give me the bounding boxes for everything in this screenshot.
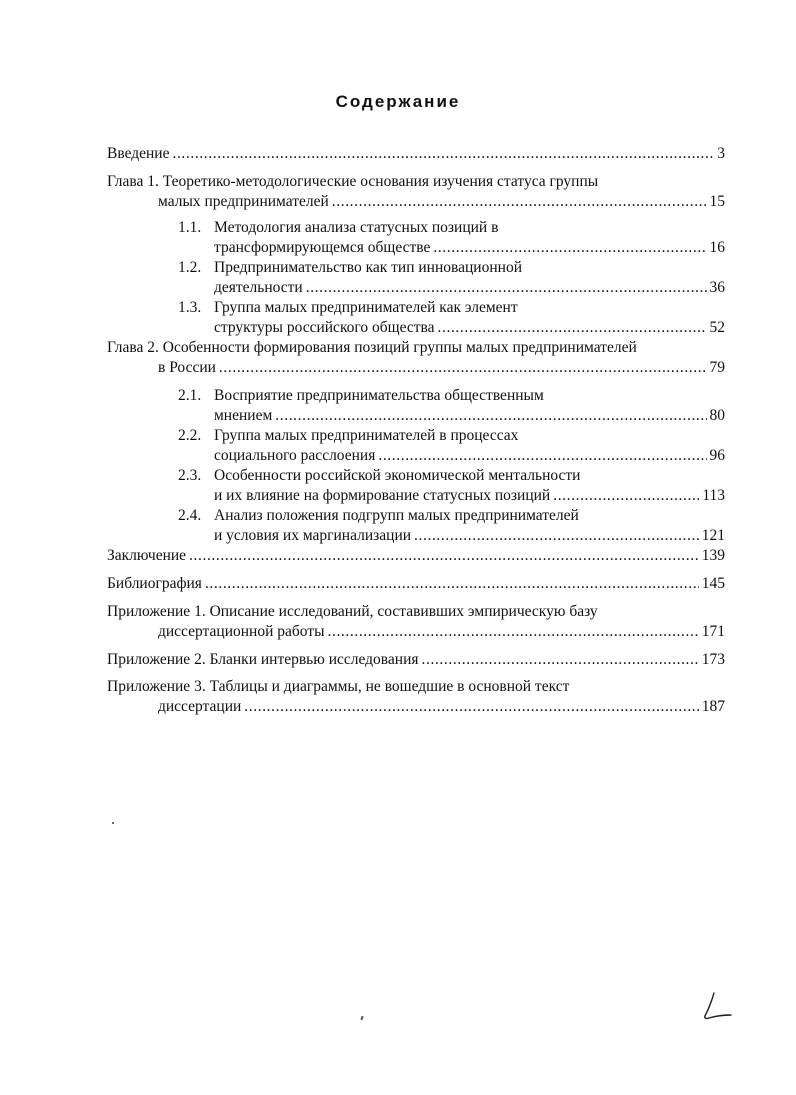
toc-section-number: 2.3.	[178, 467, 202, 484]
toc-entry-chapter-2[interactable]	[107, 338, 725, 378]
toc-entry-introduction[interactable]	[107, 144, 725, 164]
toc-entry-page: 80	[709, 407, 725, 424]
toc-entry-label: Введение	[107, 145, 170, 162]
toc-entry-page: 3	[717, 145, 725, 162]
toc-entry-appendix-1[interactable]	[107, 602, 725, 642]
toc-section-number: 1.1.	[178, 219, 202, 236]
toc-section-number: 1.3.	[178, 299, 202, 316]
toc-entry-label: Приложение 3. Таблицы и диаграммы, не вошедшие в основной текст	[107, 678, 570, 695]
toc-entry-label-continued: в России	[158, 359, 216, 376]
toc-entry-label: Глава 2. Особенности формирования позиций группы малых предпринимателей	[107, 339, 637, 356]
toc-entry-label: Предпринимательство как тип инновационной	[214, 259, 522, 276]
scan-speck	[360, 1016, 363, 1020]
toc-entry-label: Методология анализа статусных позиций в	[214, 219, 499, 236]
toc-entry-label-continued: деятельности	[214, 279, 303, 296]
toc-entry-page: 121	[701, 527, 725, 544]
toc-entry-section-1-3[interactable]	[214, 298, 725, 338]
toc-entry-label-continued: диссертации	[158, 698, 242, 715]
toc-entry-section-1-2[interactable]	[214, 258, 725, 298]
toc-entry-label: Приложение 1. Описание исследований, составивших эмпирическую базу	[107, 603, 598, 620]
toc-entry-label: Заключение	[107, 547, 187, 564]
toc-section-number: 2.1.	[178, 387, 202, 404]
toc-entry-appendix-2[interactable]	[107, 650, 725, 670]
toc-entry-label: Группа малых предпринимателей как элемент	[214, 299, 518, 316]
toc-entry-page: 36	[709, 279, 725, 296]
handwritten-mark-icon	[700, 990, 740, 1024]
toc-entry-bibliography[interactable]	[107, 574, 725, 594]
toc-entry-page: 173	[701, 651, 725, 668]
toc-entry-label: Глава 1. Теоретико-методологические основания изучения статуса группы	[107, 173, 599, 190]
toc-entry-section-1-1[interactable]	[214, 218, 725, 258]
toc-entry-label: Анализ положения подгрупп малых предпринимателей	[214, 507, 579, 524]
toc-entry-label: Библиография	[107, 575, 202, 592]
toc-entry-appendix-3[interactable]	[107, 677, 725, 717]
toc-entry-page: 187	[701, 698, 725, 715]
toc-entry-chapter-1[interactable]	[107, 172, 725, 212]
toc-entry-section-2-2[interactable]	[214, 426, 725, 466]
toc-entry-label-continued: трансформирующемся обществе	[214, 239, 431, 256]
toc-entry-label: Приложение 2. Бланки интервью исследования	[107, 651, 419, 668]
page-title: Содержание	[335, 92, 461, 111]
toc-entry-page: 52	[709, 319, 725, 336]
toc-entry-conclusion[interactable]	[107, 546, 725, 566]
toc-entry-label-continued: и условия их маргинализации	[214, 527, 412, 544]
toc-entry-label-continued: мнением	[214, 407, 273, 424]
toc-entry-label-continued: социального расслоения	[214, 447, 376, 464]
toc-entry-page: 113	[702, 487, 725, 504]
toc-entry-label-continued: структуры российского общества	[214, 319, 435, 336]
toc-section-number: 2.2.	[178, 427, 202, 444]
toc-entry-page: 145	[701, 575, 725, 592]
toc-entry-page: 79	[709, 359, 725, 376]
toc-entry-label: Восприятие предпринимательства общественным	[214, 387, 544, 404]
toc-entry-label: Особенности российской экономической ментальности	[214, 467, 581, 484]
toc-entry-page: 16	[709, 239, 725, 256]
toc-entry-page: 171	[701, 623, 725, 640]
toc-entry-page: 96	[709, 447, 725, 464]
toc-entry-label: Группа малых предпринимателей в процессах	[214, 427, 519, 444]
toc-section-number: 1.2.	[178, 259, 202, 276]
toc-entry-label-continued: малых предпринимателей	[158, 193, 329, 210]
toc-section-number: 2.4.	[178, 507, 202, 524]
toc-entry-label-continued: и их влияние на формирование статусных позиций	[214, 487, 551, 504]
toc-entry-section-2-4[interactable]	[214, 506, 725, 546]
toc-entry-section-2-1[interactable]	[214, 386, 725, 426]
scan-speck	[112, 822, 114, 824]
toc-entry-page: 139	[701, 547, 725, 564]
toc-entry-label-continued: диссертационной работы	[158, 623, 325, 640]
toc-entry-section-2-3[interactable]	[214, 466, 725, 506]
toc-entry-page: 15	[709, 193, 725, 210]
